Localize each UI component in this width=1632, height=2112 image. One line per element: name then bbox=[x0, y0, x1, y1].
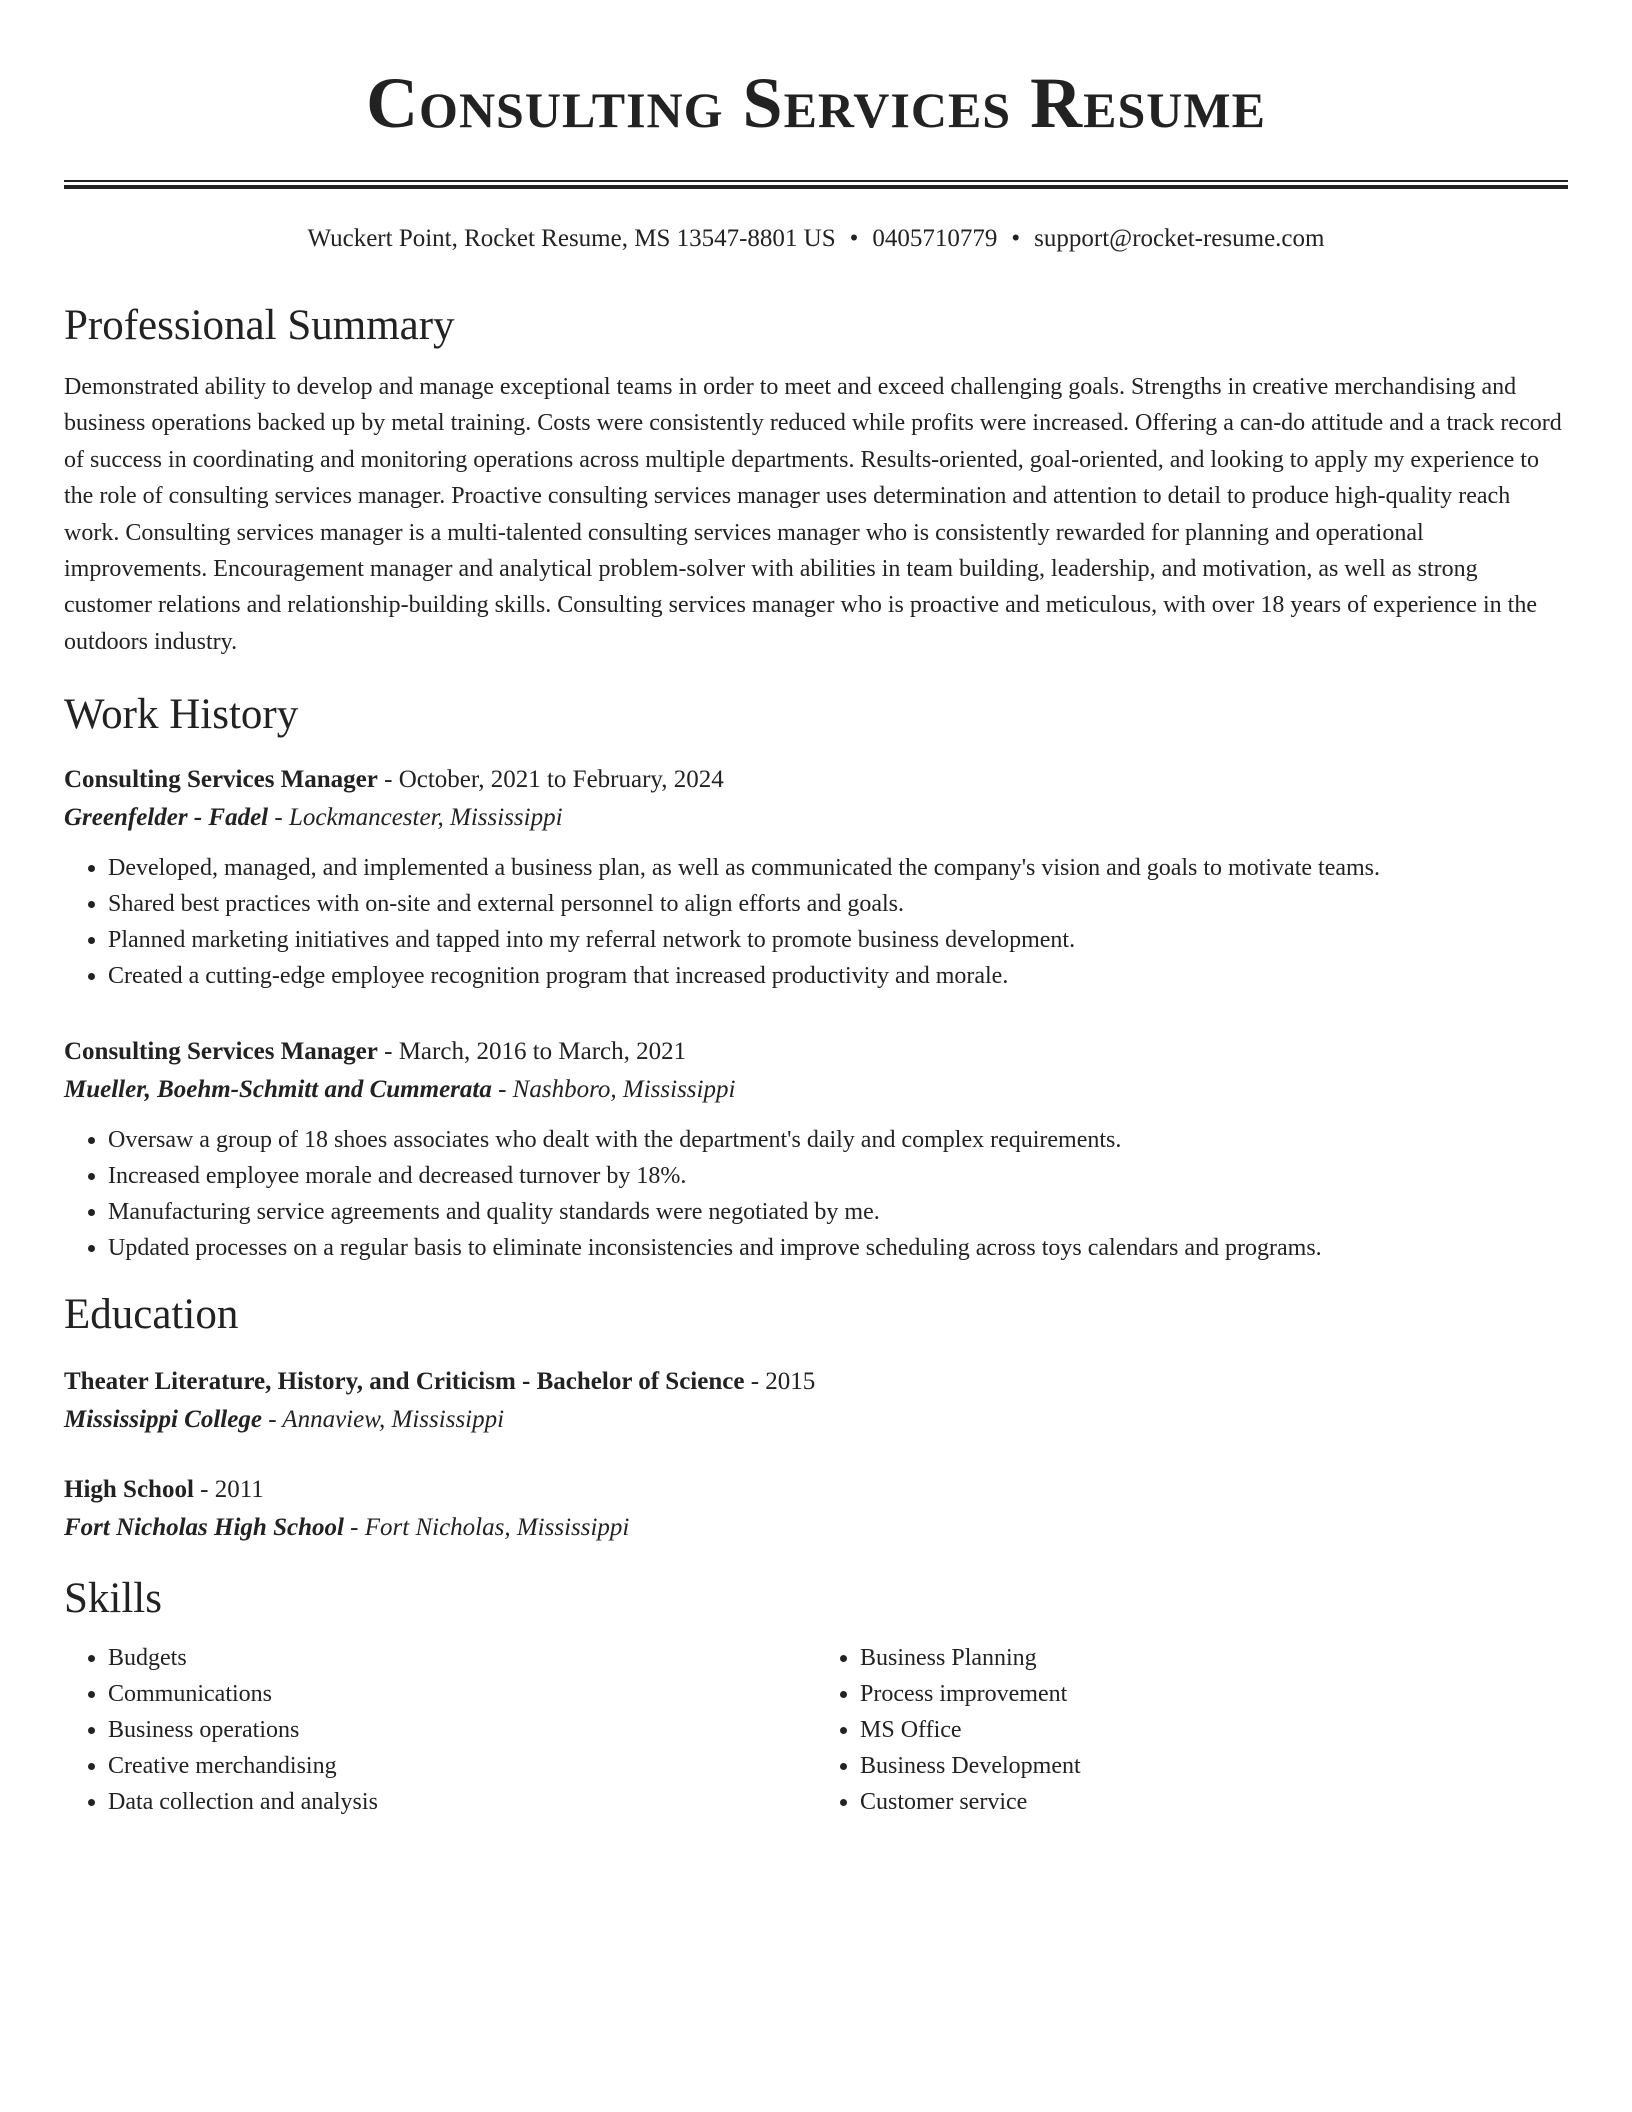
education-entry bbox=[64, 1364, 1568, 1440]
education-location: - Fort Nicholas, Mississippi bbox=[343, 1514, 630, 1542]
list-item: • Shared best practices with on-site and external personnel to align efforts and goals. bbox=[108, 886, 1568, 922]
skill-item: • Budgets bbox=[108, 1640, 816, 1676]
contact-phone: 0405710779 bbox=[872, 225, 998, 252]
job-entry bbox=[64, 1034, 1568, 1266]
skill-item: • Business operations bbox=[108, 1712, 816, 1748]
skills-column-right bbox=[816, 1640, 1568, 1820]
list-item: • Manufacturing service agreements and quality standards were negotiated by me. bbox=[108, 1194, 1568, 1230]
list-item: • Developed, managed, and implemented a business plan, as well as communicated the company's vision and goals to motivate teams. bbox=[108, 850, 1568, 886]
list-item: • Oversaw a group of 18 shoes associates who dealt with the department's daily and complex requirements. bbox=[108, 1122, 1568, 1158]
education-location: - Annaview, Mississippi bbox=[261, 1406, 505, 1434]
list-item: • Planned marketing initiatives and tapped into my referral network to promote business development. bbox=[108, 922, 1568, 958]
title-divider bbox=[64, 180, 1568, 189]
skills-column-left bbox=[64, 1640, 816, 1820]
list-item: • Increased employee morale and decreased turnover by 18%. bbox=[108, 1158, 1568, 1194]
education-school: Fort Nicholas High School bbox=[64, 1514, 344, 1542]
skill-item: • Business Development bbox=[860, 1748, 1568, 1784]
education-year: - 2011 bbox=[193, 1476, 264, 1504]
job-dates: - March, 2016 to March, 2021 bbox=[377, 1038, 687, 1066]
education-entry bbox=[64, 1472, 1568, 1548]
job-title-line bbox=[64, 762, 1568, 798]
job-dates: - October, 2021 to February, 2024 bbox=[377, 766, 724, 794]
job-title: Consulting Services Manager bbox=[64, 1038, 378, 1066]
skill-item: • Communications bbox=[108, 1676, 816, 1712]
resume-title: Consulting Services Resume bbox=[366, 63, 1266, 143]
job-company-line bbox=[64, 798, 1568, 838]
skill-item: • Customer service bbox=[860, 1784, 1568, 1820]
job-location: - Lockmancester, Mississippi bbox=[268, 804, 563, 832]
education-degree: Theater Literature, History, and Criticism - Bachelor of Science bbox=[64, 1368, 745, 1396]
job-title-line bbox=[64, 1034, 1568, 1070]
education-degree-line bbox=[64, 1364, 1568, 1400]
list-item: • Created a cutting-edge employee recognition program that increased productivity and morale. bbox=[108, 958, 1568, 994]
skill-item: • Process improvement bbox=[860, 1676, 1568, 1712]
job-bullets bbox=[64, 850, 1568, 994]
contact-address: Wuckert Point, Rocket Resume, MS 13547-8801 US bbox=[307, 225, 836, 252]
education-school-line bbox=[64, 1508, 1568, 1548]
list-item: • Updated processes on a regular basis to eliminate inconsistencies and improve scheduling across toys calendars and programs. bbox=[108, 1230, 1568, 1266]
summary-text: Demonstrated ability to develop and manage exceptional teams in order to meet and exceed challenging goals. Strengths in creative merchandising and business operations backed up by metal training. Costs were consistently reduced while profits were increased. Offering a can-do attitude and a track record of success in coordinating and monitoring operations across multiple departments. Results-oriented, goal-oriented, and looking to apply my experience to the role of consulting services manager. Proactive consulting services manager uses determination and attention to detail to produce high-quality reach work. Consulting services manager is a multi-talented consulting services manager who is consistently rewarded for planning and operational improvements. Encouragement manager and analytical problem-solver with abilities in team building, leadership, and motivation, as well as strong customer relations and relationship-building skills. Consulting services manager who is proactive and meticulous, with over 18 years of experience in the outdoors industry. bbox=[64, 374, 1562, 655]
job-location: - Nashboro, Mississippi bbox=[491, 1076, 736, 1104]
skill-item: • MS Office bbox=[860, 1712, 1568, 1748]
job-title: Consulting Services Manager bbox=[64, 766, 378, 794]
job-bullets bbox=[64, 1122, 1568, 1266]
summary-heading: Professional Summary bbox=[64, 302, 455, 349]
education-heading: Education bbox=[64, 1291, 239, 1339]
work-history-heading: Work History bbox=[64, 691, 299, 739]
skills-heading: Skills bbox=[64, 1575, 162, 1623]
contact-line bbox=[64, 223, 1568, 255]
education-school-line bbox=[64, 1400, 1568, 1440]
education-school: Mississippi College bbox=[64, 1406, 262, 1434]
skills-grid bbox=[64, 1640, 1568, 1820]
contact-separator: • bbox=[1011, 225, 1021, 252]
education-degree-line bbox=[64, 1472, 1568, 1508]
education-degree: High School bbox=[64, 1476, 194, 1504]
education-year: - 2015 bbox=[744, 1368, 816, 1396]
job-company: Mueller, Boehm-Schmitt and Cummerata bbox=[64, 1076, 492, 1104]
contact-email[interactable]: support@rocket-resume.com bbox=[1034, 225, 1325, 252]
skill-item: • Business Planning bbox=[860, 1640, 1568, 1676]
skill-item: • Data collection and analysis bbox=[108, 1784, 816, 1820]
job-company-line bbox=[64, 1070, 1568, 1110]
job-entry bbox=[64, 762, 1568, 994]
job-company: Greenfelder - Fadel bbox=[64, 804, 269, 832]
contact-separator: • bbox=[849, 225, 859, 252]
skill-item: • Creative merchandising bbox=[108, 1748, 816, 1784]
